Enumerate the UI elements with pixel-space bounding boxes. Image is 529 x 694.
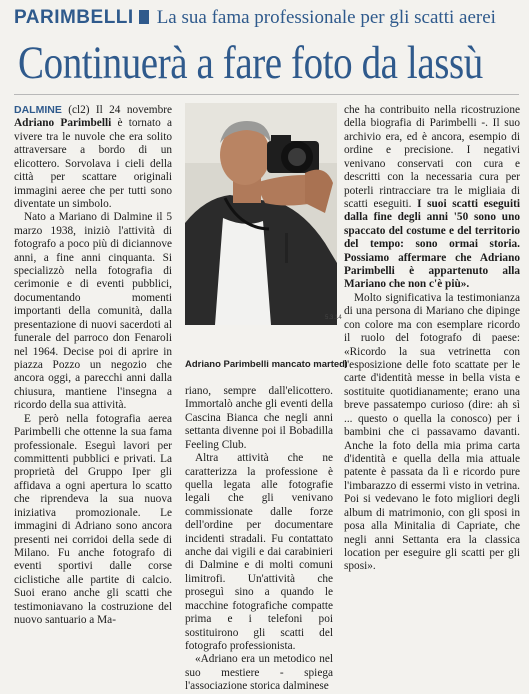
- article-column-2: [185, 385, 333, 694]
- quote-text-bold: I suoi scatti eseguiti dalla fine degli anni '50 sono uno spaccato del costume e del territorio del tempo: sono ormai storia. Possiamo affermare che Adriano Parimbelli è appartenuto alla Mariano che non c'è più».: [344, 197, 521, 291]
- article-kicker: [14, 7, 519, 33]
- lead-paragraph: [14, 104, 172, 211]
- kicker-subtitle: La sua fama professionale per gli scatti aerei: [156, 7, 496, 28]
- portrait-photo: [185, 103, 342, 325]
- article-column-3: [344, 104, 520, 574]
- lead-rest: è tornato a vivere tra le nuvole che era solito attraversare a bordo di un elicottero. Sorvolava i cieli della città per scattare originali immagini aeree che per tutti sono diventate un simbolo.: [14, 117, 173, 210]
- photo-caption: Adriano Parimbelli mancato martedì: [185, 359, 348, 370]
- subject-name: Adriano Parimbelli: [14, 117, 112, 130]
- paragraph: [344, 104, 520, 292]
- quote-continuation: [344, 104, 520, 290]
- paragraph: E però nella fotografia aerea Parimbelli che ottenne la sua fama professionale. Eseguì lavori per committenti pubblici e privati. La proprietà del Gruppo Iper gli affidava a ogni apertura lo scatto che riprendeva la sua nuova iniziativa promozionale. Le immagini di Adriano sono ancora presenti nei corridoi della sede di Milano. Fu anche fotografo di eventi sportivi dalle corse ciclistiche alle partite di calcio. Suoi erano anche gli scatti che testimoniavano la costruzione del nuovo santuario a Ma-: [14, 412, 172, 627]
- lead-byline: (cl2) Il 24 novembre: [61, 104, 172, 116]
- article-column-1: [14, 104, 172, 627]
- kicker-tag: PARIMBELLI: [14, 7, 134, 28]
- paragraph: riano, sempre dall'elicottero. Immortalò anche gli eventi della Cascina Bianca che negli anni settanta divenne poi il Bobadilla Feeling Club.: [185, 385, 333, 451]
- photographer-illustration: [185, 103, 342, 325]
- paragraph: Molto significativa la testimonianza di una persona di Mariano che dipinge con colore ma con esemplare ricordo il ruolo del fotografo di paese: «Ricordo la sua vetrinetta con l'esposizione delle foto scattate per le carte d'identità messe in bella vista e sostituite quotidianamente; erano una breve passatempo curioso (dire: ah sì ... questo o quella la conosco) per i bambini che ci passavamo davanti. Anche la foto della mia prima carta d'identità e quella della mia attuale patente è passata da lì e ricordo pure l'imbarazzo di essermi visto in vetrina. Poi si vedevano le foto migliori degli album di matrimonio, con gli sposi in posa alla Minitalia di Capriate, che negli anni Settanta era la classica location per eseguire gli scatti per gli sposi».: [344, 291, 520, 573]
- paragraph: «Adriano era un metodico nel suo mestiere - spiega l'associazione storica dalminese: [185, 653, 333, 693]
- paragraph: Nato a Mariano di Dalmine il 5 marzo 1938, iniziò l'attività di fotografo a poco più di diciannove anni, a fine anni cinquanta. Si specializzò nella fotografia di cerimonie e di eventi pubblici, documentando momenti importanti della comunità, dalla presentazione di nuovi sacerdoti al funerale del parroco don Fenaroli nel 1964. Decise poi di aprire in piazza Pozzo un negozio che ancora oggi, a parecchi anni dalla chiusura, mantiene l'insegna a ricordo della sua attività.: [14, 211, 172, 412]
- photo-date-stamp: 5.3.14: [325, 315, 342, 321]
- headline: Continuerà a fare foto da lassù: [18, 37, 483, 89]
- kicker-square-icon: [139, 10, 149, 24]
- header-divider: [14, 94, 519, 95]
- dateline: DALMINE: [14, 104, 62, 116]
- paragraph: Altra attività che ne caratterizza la professione è quella legata alle fotografie legali che gli venivano commissionate dalle forze dell'ordine per documentare incidenti stradali. Fu contattato anche dai vigili e dai carabinieri di Dalmine e di molti comuni limitrofi. Un'attività che proseguì sino a quando le macchine fotografiche compatte prima e i telefoni poi sostituirono gli scatti del fotografo professionista.: [185, 452, 333, 653]
- quote-text: che ha contribuito nella ricostruzione della biografia di Parimbelli -. Il suo archivio era, ed è ancora, esempio di ordine e precisione. I negativi venivano conservati con cura e descritti con la necessaria cura per poterli rintracciare tra le migliaia di scatti eseguiti.: [344, 104, 520, 210]
